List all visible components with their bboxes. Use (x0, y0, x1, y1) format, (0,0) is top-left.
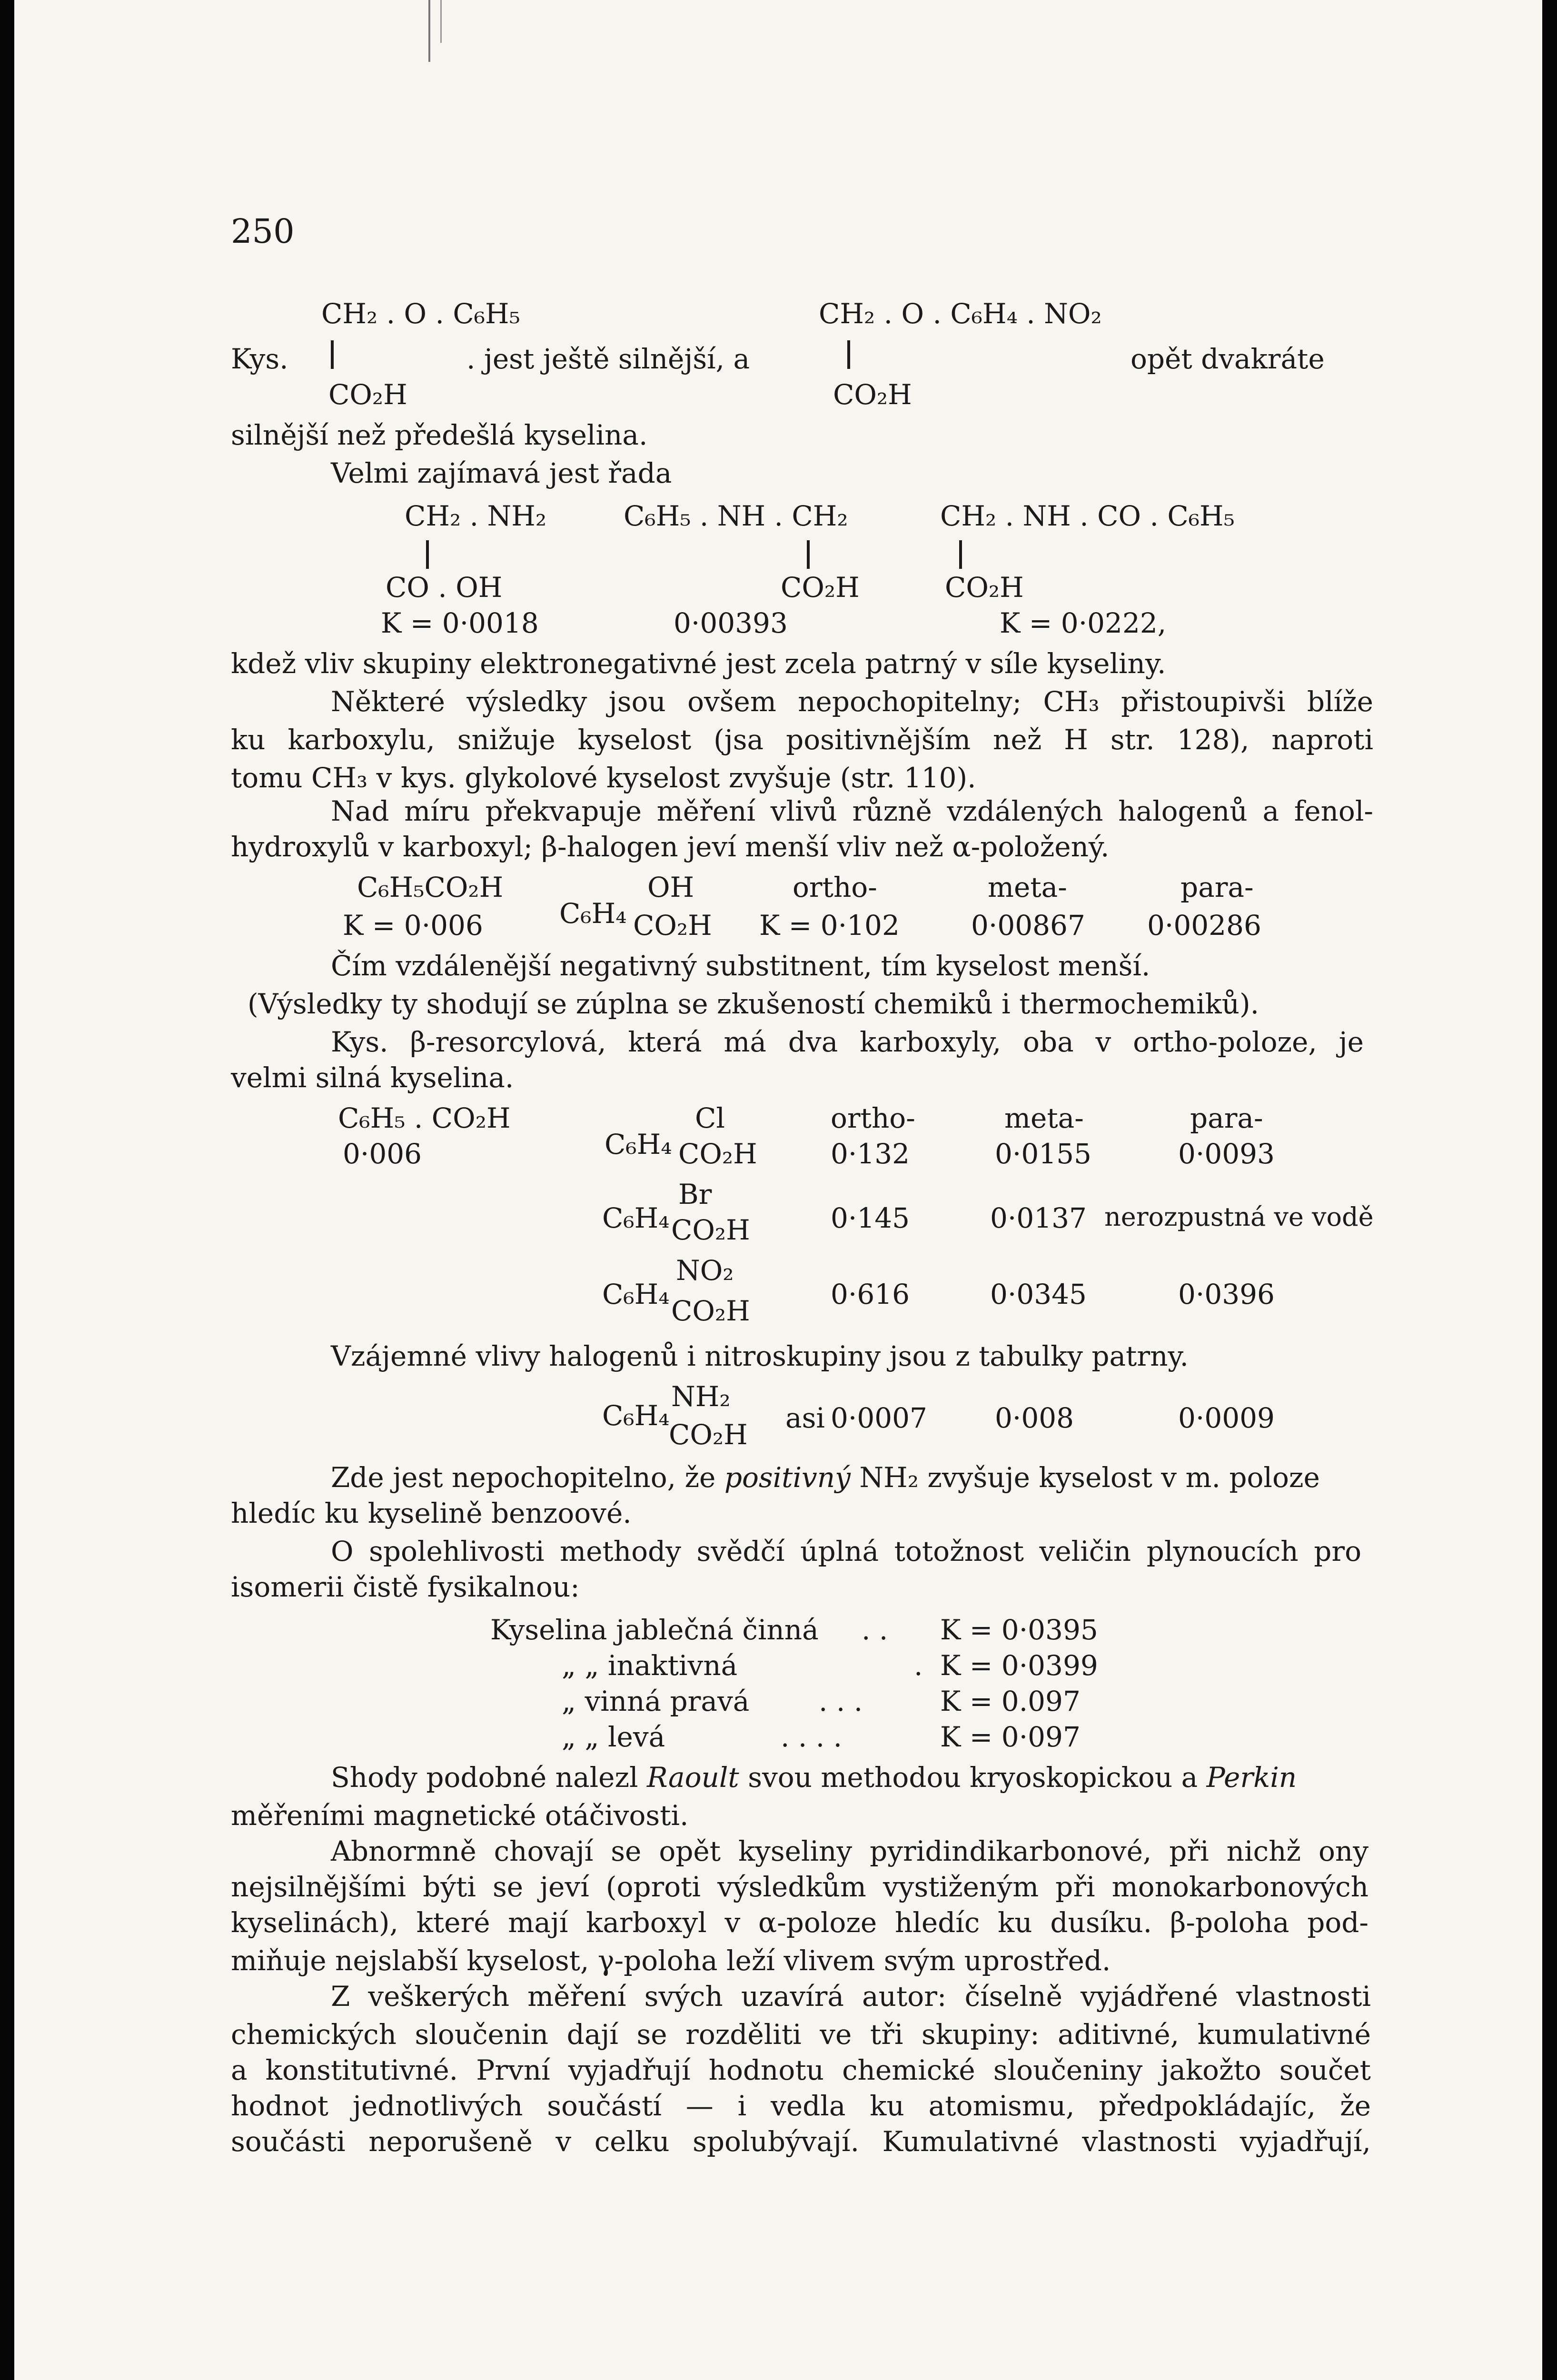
text-line: hydroxylů v karboxyl; β-halogen jeví menší vliv než α-položený. (231, 831, 1110, 863)
meta-value: 0·0345 (990, 1278, 1087, 1310)
list-dots: . . . (819, 1685, 863, 1717)
list-dots: . . . . (781, 1721, 843, 1753)
formula-phenylglycine-top: C₆H₅ . NH . CH₂ (624, 500, 848, 532)
text-line (331, 1761, 1297, 1794)
formula-benzoic: C₆H₅ . CO₂H (338, 1102, 511, 1134)
formula-base: C₆H₄ (559, 897, 627, 930)
list-k: K = 0·0395 (940, 1614, 1098, 1646)
formula-substituent: OH (647, 871, 694, 903)
formula-acid: CO₂H (671, 1214, 750, 1246)
text-line: Čím vzdálenější negativný substitnent, tím kyselost menší. (331, 950, 1150, 982)
list-name: „ „ levá (562, 1721, 665, 1753)
text-run: NH₂ zvyšuje kyselost v m. poloze (859, 1461, 1320, 1494)
text-line: součásti neporušeně v celku spolubývají. Kumulativné vlastnosti vyjadřují, (231, 2125, 1371, 2158)
formula-acid: CO₂H (671, 1295, 750, 1327)
formula-substituent: Br (678, 1178, 712, 1210)
text-line: kyselinách), které mají karboxyl v α-poloze hledíc ku dusíku. β-poloha pod- (231, 1906, 1369, 1939)
text-line: chemických sloučenin dají se rozděliti ve tři skupiny: aditivné, kumulativné (231, 2018, 1371, 2051)
column-head-meta: meta- (988, 871, 1067, 903)
column-head-para: para- (1190, 1102, 1263, 1134)
text-line: Kys. β-resorcylová, která má dva karboxyly, oba v ortho-poloze, je (331, 1026, 1364, 1058)
k-value: 0·006 (343, 1138, 422, 1170)
bond-line (847, 340, 850, 369)
formula-base: C₆H₄ (602, 1278, 670, 1310)
k-value: K = 0·0018 (381, 607, 539, 639)
name-raoult: Raoult (647, 1761, 739, 1794)
ortho-value: 0·616 (831, 1278, 910, 1310)
text-line: hodnot jednotlivých součástí — i vedla ku atomismu, předpokládajíc, že (231, 2090, 1371, 2122)
page-number: 250 (231, 212, 295, 251)
formula-acid: CO₂H (678, 1138, 757, 1170)
text-line: hledíc ku kyselině benzoové. (231, 1497, 632, 1529)
list-dots: . (914, 1649, 923, 1682)
formula-glycine-top: CH₂ . NH₂ (405, 500, 547, 532)
formula-substituent: NH₂ (671, 1380, 731, 1413)
text-line: (Výsledky ty shodují se zúplna se zkušeností chemiků i thermochemiků). (248, 988, 1259, 1020)
meta-value: 0·0137 (990, 1202, 1087, 1234)
list-k: K = 0.097 (940, 1685, 1081, 1717)
text-line: miňuje nejslabší kyselost, γ-poloha leží vlivem svým uprostřed. (231, 1944, 1111, 1977)
scanned-page (14, 0, 1542, 2380)
scan-artifact (440, 0, 442, 43)
formula-top-1: CH₂ . O . C₆H₅ (321, 298, 520, 330)
column-head-ortho: ortho- (793, 871, 877, 903)
column-head-meta: meta- (1004, 1102, 1084, 1134)
para-value: nerozpustná ve vodě (1104, 1202, 1374, 1232)
ortho-value: K = 0·102 (759, 909, 900, 942)
bond-line (959, 540, 962, 569)
para-value: 0·0396 (1178, 1278, 1275, 1310)
column-head-para: para- (1180, 871, 1254, 903)
text-line: Vzájemné vlivy halogenů i nitroskupiny jsou z tabulky patrny. (331, 1340, 1189, 1372)
para-value: 0·0093 (1178, 1138, 1275, 1170)
ortho-value: 0·145 (831, 1202, 910, 1234)
list-k: K = 0·0399 (940, 1649, 1098, 1682)
text-line: Některé výsledky jsou ovšem nepochopitelny; CH₃ přistoupivši blíže (331, 685, 1373, 718)
k-value: K = 0·0222, (1000, 607, 1167, 639)
ortho-value: 0·0007 (831, 1402, 927, 1434)
emphasis-positivny: positivný (724, 1461, 851, 1494)
bond-line (331, 340, 334, 369)
text-run: svou methodou kryoskopickou a (748, 1761, 1198, 1794)
list-name: „ „ inaktivná (562, 1649, 738, 1682)
inline-text: . jest ještě silnější, a (466, 343, 750, 375)
name-perkin: Perkin (1206, 1761, 1297, 1794)
k-value: 0·00393 (674, 607, 788, 639)
text-line: Z veškerých měření svých uzavírá autor: číselně vyjádřené vlastnosti (331, 1980, 1371, 2013)
scan-artifact (428, 0, 430, 62)
formula-glycine-bottom: CO . OH (386, 571, 503, 604)
formula-substituent: NO₂ (676, 1254, 734, 1287)
column-head-ortho: ortho- (831, 1102, 915, 1134)
formula-base: C₆H₄ (605, 1128, 672, 1160)
text-line: isomerii čistě fysikalnou: (231, 1571, 580, 1603)
asi-label: asi (785, 1402, 825, 1434)
formula-acid: CO₂H (633, 909, 712, 942)
formula-base: C₆H₄ (602, 1202, 670, 1234)
text-line: Velmi zajímavá jest řada (331, 457, 672, 489)
text-line: silnější než předešlá kyselina. (231, 419, 648, 451)
formula-bottom-1: CO₂H (328, 378, 407, 411)
meta-value: 0·0155 (995, 1138, 1091, 1170)
meta-value: 0·008 (995, 1402, 1074, 1434)
list-name: Kyselina jablečná činná (490, 1614, 819, 1646)
bond-line (807, 540, 810, 569)
formula-phenylglycine-bottom: CO₂H (781, 571, 860, 604)
formula-acid: CO₂H (669, 1418, 748, 1451)
list-k: K = 0·097 (940, 1721, 1081, 1753)
text-line: tomu CH₃ v kys. glykolové kyselost zvyšuje (str. 110). (231, 762, 976, 794)
inline-text: opět dvakráte (1131, 343, 1325, 375)
formula-bottom-2: CO₂H (833, 378, 912, 411)
formula-hippuric-bottom: CO₂H (945, 571, 1024, 604)
list-name: „ vinná pravá (562, 1685, 750, 1717)
meta-value: 0·00867 (971, 909, 1085, 942)
formula-substituent: Cl (695, 1102, 725, 1134)
text-run: Zde jest nepochopitelno, že (331, 1461, 716, 1494)
text-line: O spolehlivosti methody svědčí úplná totožnost veličin plynoucích pro (331, 1535, 1361, 1567)
text-line: velmi silná kyselina. (231, 1061, 514, 1094)
text-line: nejsilnějšími býti se jeví (oproti výsledkům vystiženým při monokarbonových (231, 1871, 1369, 1903)
bond-line (426, 540, 429, 569)
ortho-value: 0·132 (831, 1138, 910, 1170)
list-dots: . . (862, 1614, 888, 1646)
formula-hippuric-top: CH₂ . NH . CO . C₆H₅ (940, 500, 1235, 532)
formula-benzoic: C₆H₅CO₂H (357, 871, 504, 903)
text-line: Abnormně chovají se opět kyseliny pyridindikarbonové, při nichž ony (331, 1835, 1369, 1867)
para-value: 0·0009 (1178, 1402, 1275, 1434)
text-line: kdež vliv skupiny elektronegativné jest zcela patrný v síle kyseliny. (231, 647, 1166, 680)
k-value: K = 0·006 (343, 909, 483, 942)
formula-base: C₆H₄ (602, 1399, 670, 1432)
para-value: 0·00286 (1147, 909, 1261, 942)
formula-top-2: CH₂ . O . C₆H₄ . NO₂ (819, 298, 1102, 330)
text-line: Nad míru překvapuje měření vlivů různě vzdálených halogenů a fenol- (331, 795, 1373, 827)
kys-label: Kys. (231, 343, 288, 375)
text-line (331, 1461, 1320, 1494)
text-line: a konstitutivné. První vyjadřují hodnotu chemické sloučeniny jakožto součet (231, 2054, 1371, 2086)
text-run: Shody podobné nalezl (331, 1761, 638, 1794)
text-line: ku karboxylu, snižuje kyselost (jsa positivnějším než H str. 128), naproti (231, 724, 1373, 756)
text-line: měřeními magnetické otáčivosti. (231, 1799, 689, 1832)
